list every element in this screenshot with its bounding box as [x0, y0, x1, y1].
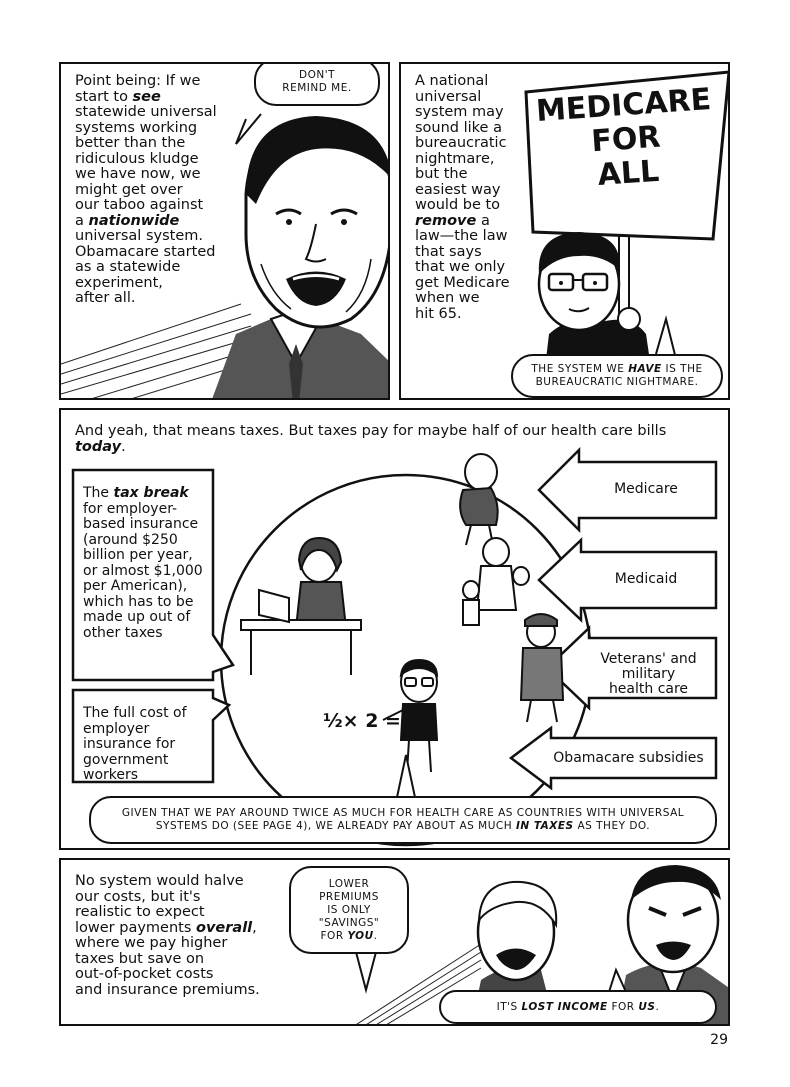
arrow-medicare: Medicare — [614, 481, 678, 497]
medicare-for-all-sign: MEDICARE FOR ALL — [534, 82, 713, 194]
panel4-speech-bubble-1: LOWER PREMIUMS IS ONLY "SAVINGS" FOR YOU. — [289, 866, 409, 954]
panel4-speech-bubble-2: IT'S LOST INCOME FOR US. — [439, 990, 717, 1024]
government-workers-label: The full cost of employer insurance for government workers — [83, 705, 187, 783]
equation-text: ½× 2 = 1 — [323, 710, 421, 732]
arrow-veterans: Veterans' and military health care — [600, 651, 697, 697]
arrow-obamacare-subsidies: Obamacare subsidies — [553, 750, 704, 766]
panel-2 — [399, 62, 730, 400]
panel3-speech-bubble: GIVEN THAT WE PAY AROUND TWICE AS MUCH FOR HEALTH CARE AS COUNTRIES WITH UNIVERSAL SYSTEMS DO (SEE PAGE 4), WE ALREADY PAY ABOUT AS MUCH IN TAXES AS THEY DO. — [89, 796, 717, 844]
panel1-narration: Point being: If we start to see statewide universal systems working better than the ridiculous kludge we have now, we might get over our taboo against a nationwide universal system. Obamacare started as a statewide experiment, after all. — [75, 73, 217, 306]
panel2-narration: A national universal system may sound like a bureaucratic nightmare, but the easiest way would be to remove a law—the law that says that we only get Medicare when we hit 65. — [415, 73, 510, 322]
panel-1 — [59, 62, 390, 400]
panel2-speech-bubble: THE SYSTEM WE HAVE IS THE BUREAUCRATIC NIGHTMARE. — [511, 354, 723, 398]
panel3-narration: And yeah, that means taxes. But taxes pay for maybe half of our health care bills today. — [75, 423, 667, 455]
arrow-medicaid: Medicaid — [614, 571, 678, 587]
tax-break-label: The tax break for employer- based insurance (around $250 billion per year, or almost $1,000 per American), which has to be made up out of other taxes — [83, 485, 203, 641]
page-number: 29 — [710, 1032, 728, 1048]
panel-4 — [59, 858, 730, 1026]
panel1-speech-bubble: DON'T REMIND ME. — [254, 62, 380, 106]
panel-3 — [59, 408, 730, 850]
panel4-narration: No system would halve our costs, but it's realistic to expect lower payments overall, where we pay higher taxes but save on out-of-pocket costs and insurance premiums. — [75, 873, 260, 998]
